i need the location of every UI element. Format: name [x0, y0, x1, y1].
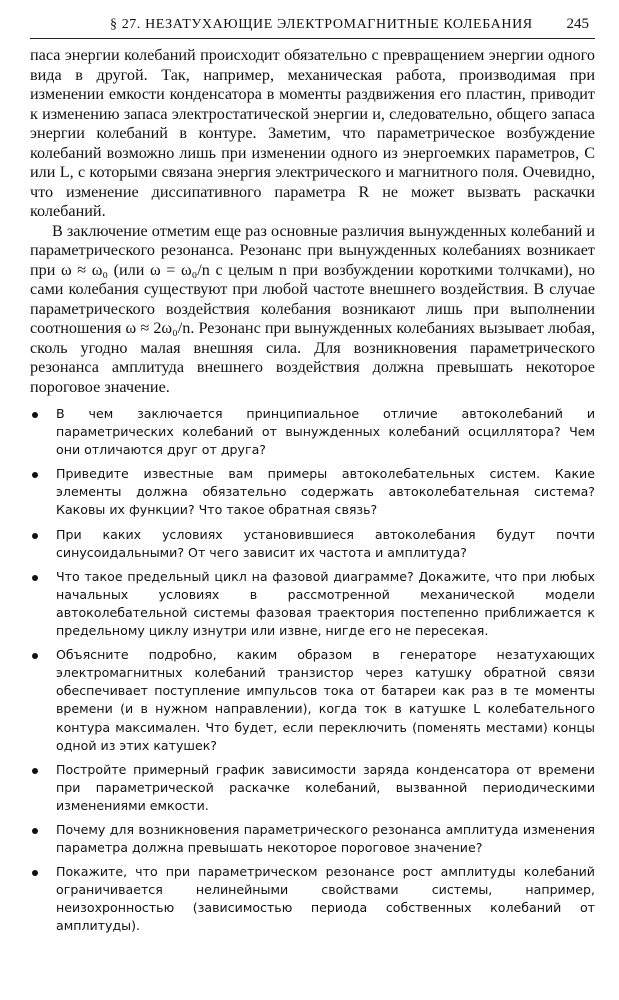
bullet-icon	[32, 653, 38, 659]
question-text: Постройте примерный график зависимости заряда конденсатора от времени при параметрической раскачке колебаний, вызванной периодическими изменениями емкости.	[56, 761, 595, 813]
question-item	[30, 526, 595, 562]
question-text: Почему для возникновения параметрического резонанса амплитуда изменения параметра должна превышать некоторое пороговое значение?	[56, 821, 595, 856]
question-text: Покажите, что при параметрическом резонансе рост амплитуды колебаний ограничивается нелинейными свойствами системы, например, неизохронностью (зависимостью периода собственных колебаний от амплитуды).	[56, 864, 595, 934]
bullet-icon	[32, 472, 38, 478]
question-item	[30, 761, 595, 815]
question-item	[30, 646, 595, 755]
bullet-icon	[32, 870, 38, 876]
question-text: Объясните подробно, каким образом в генераторе незатухающих электромагнитных колебаний транзистор через катушку обратной связи обеспечивает поступление импульсов тока от батареи как раз в те моменты времени (и в нужном направлении), когда ток в катушке L колебательного контура максимален. Что будет, если переключить (поменять местами) концы одной из этих катушек?	[56, 647, 595, 753]
page-number: 245	[566, 16, 589, 32]
review-questions	[30, 405, 595, 936]
body-paragraph: паса энергии колебаний происходит обязательно с превращением энергии одного вида в другой. Так, например, механическая работа, производимая при изменении емкости конденсатора в моменты раздвижения его пластин, приводит к изменению запаса электростатической энергии и, следовательно, общего запаса энергии колебаний в контуре. Заметим, что параметрическое возбуждение колебаний возможно лишь при изменении одного из энергоемких параметров, C или L, с которыми связана энергия электрического и магнитного поля. Очевидно, что изменение диссипативного параметра R не может вызвать раскачки колебаний.	[30, 46, 595, 220]
page-header	[30, 14, 595, 39]
page-body	[30, 46, 595, 942]
bullet-icon	[32, 412, 38, 418]
body-paragraph: В заключение отметим еще раз основные различия вынужденных колебаний и параметрического резонанса. Резонанс при вынужденных колебаниях возникает при ω ≈ ω₀ (или ω = ω₀/n с целым n при возбуждении короткими толчками), но сами колебания существуют при любой частоте внешнего воздействия. В случае параметрического воздействия колебания возникают лишь при выполнении соотношения ω ≈ 2ω₀/n. Резонанс при вынужденных колебаниях вызывает любая, сколь угодно малая внешняя сила. Для возникновения параметрического резонанса амплитуда внешнего воздействия должна превышать некоторое пороговое значение.	[30, 221, 595, 396]
question-item	[30, 405, 595, 459]
bullet-icon	[32, 828, 38, 834]
question-text: При каких условиях установившиеся автоколебания будут почти синусоидальными? От чего зависит их частота и амплитуда?	[56, 526, 595, 560]
question-text: Приведите известные вам примеры автоколебательных систем. Какие элементы должна обязательно содержать автоколебательная система? Каковы их функции? Что такое обратная связь?	[56, 466, 595, 518]
bullet-icon	[32, 768, 38, 774]
question-item	[30, 863, 595, 935]
question-item	[30, 568, 595, 640]
question-item	[30, 821, 595, 857]
question-text: Что такое предельный цикл на фазовой диаграмме? Докажите, что при любых начальных условиях в рассмотренной механической модели автоколебательной системы фазовая траектория постепенно приближается к предельному циклу изнутри или извне, нигде его не пересекая.	[56, 568, 595, 639]
running-title: § 27. НЕЗАТУХАЮЩИЕ ЭЛЕКТРОМАГНИТНЫЕ КОЛЕБАНИЯ	[110, 17, 533, 32]
question-item	[30, 465, 595, 519]
question-text: В чем заключается принципиальное отличие автоколебаний и параметрических колебаний от вынужденных колебаний осциллятора? Чем они отличаются друг от друга?	[56, 406, 595, 458]
bullet-icon	[32, 575, 38, 581]
bullet-icon	[32, 533, 38, 539]
